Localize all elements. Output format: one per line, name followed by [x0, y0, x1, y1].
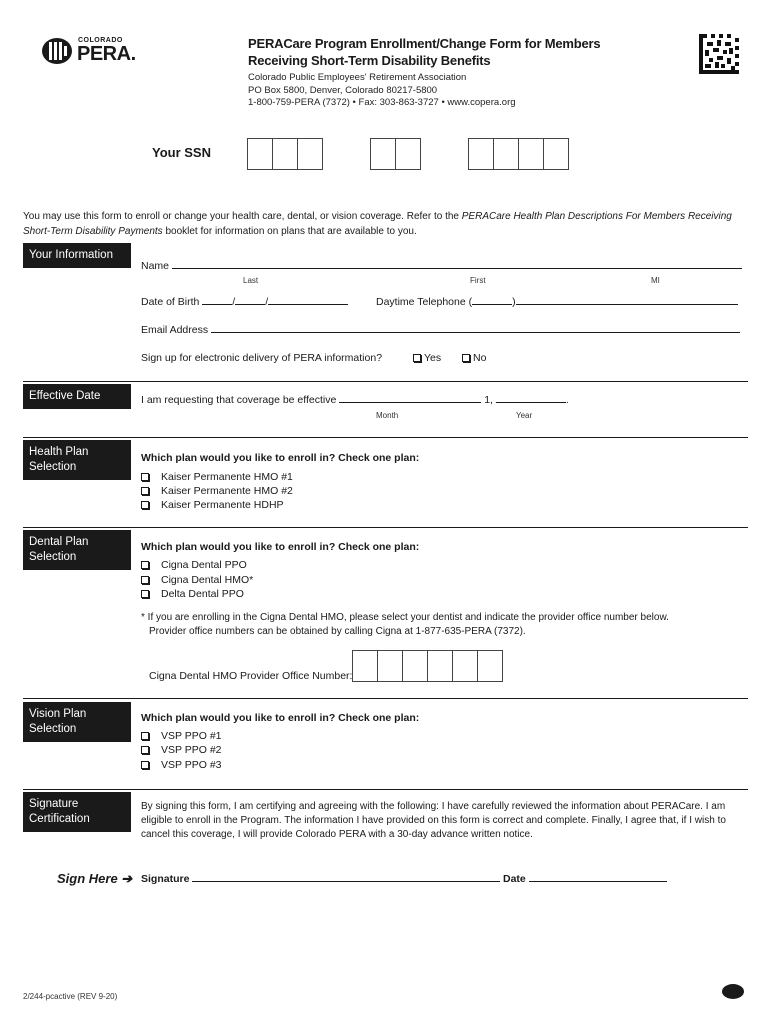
date-field[interactable] — [503, 872, 667, 886]
intro-booklet-title: PERACare Health Plan Descriptions For Members Receiving Short-Term Disability Payments — [23, 211, 732, 237]
health-option-1-label: Kaiser Permanente HMO #1 — [161, 471, 293, 483]
health-option-3-checkbox[interactable] — [141, 501, 149, 509]
page-marker-dot — [722, 984, 744, 999]
org-address: PO Box 5800, Denver, Colorado 80217-5800 — [248, 84, 438, 96]
cigna-hmo-note — [141, 611, 741, 639]
cigna-note-line2: Provider office numbers can be obtained by calling Cigna at 1-877-635-PERA (7372). — [149, 626, 526, 637]
effective-date-period: . — [565, 394, 569, 406]
ssn-part1-boxes[interactable] — [248, 138, 323, 170]
section-divider — [23, 437, 748, 438]
vision-option-1-checkbox[interactable] — [141, 732, 149, 740]
health-option-2[interactable] — [141, 484, 293, 498]
yes-checkbox[interactable] — [413, 354, 421, 362]
section-tag-signature: Signature Certification — [23, 792, 131, 832]
daytime-telephone-field[interactable] — [376, 295, 738, 309]
name-mi-caption: MI — [651, 276, 660, 285]
vision-option-3[interactable] — [141, 758, 222, 772]
effective-date-day: 1, — [484, 394, 493, 406]
name-last-caption: Last — [243, 276, 259, 285]
vision-option-2[interactable] — [141, 743, 222, 757]
provider-office-number-boxes[interactable] — [353, 650, 503, 682]
cigna-note-line1: * If you are enrolling in the Cigna Dental HMO, please select your dentist and indicate the provider office number below. — [141, 612, 669, 623]
section-tag-vision-plan: Vision Plan Selection — [23, 702, 131, 742]
phone-paren-open: ( — [468, 296, 473, 308]
dental-option-3-checkbox[interactable] — [141, 590, 149, 598]
form-title — [248, 35, 600, 69]
signature-label: Signature — [141, 873, 190, 885]
section-tag-health-plan: Health Plan Selection — [23, 440, 131, 480]
organization-info — [248, 72, 516, 110]
no-label: No — [473, 352, 487, 364]
no-checkbox[interactable] — [462, 354, 470, 362]
health-option-2-checkbox[interactable] — [141, 487, 149, 495]
section-divider — [23, 381, 748, 382]
signature-field[interactable] — [141, 872, 500, 886]
health-option-2-label: Kaiser Permanente HMO #2 — [161, 485, 293, 497]
form-title-line1: PERACare Program Enrollment/Change Form for Members — [248, 36, 601, 51]
health-option-3-label: Kaiser Permanente HDHP — [161, 499, 284, 511]
dental-option-3-label: Delta Dental PPO — [161, 588, 244, 600]
name-field[interactable] — [141, 259, 742, 273]
sign-here-label: Sign Here ➔ — [57, 871, 133, 886]
date-label: Date — [503, 873, 526, 885]
form-revision-code: 2/244-pcactive (REV 9-20) — [23, 992, 118, 1001]
electronic-delivery-question: Sign up for electronic delivery of PERA information? — [141, 352, 383, 364]
ssn-part3-boxes[interactable] — [469, 138, 569, 170]
dental-option-1[interactable] — [141, 558, 247, 572]
year-caption: Year — [516, 411, 533, 420]
dob-separator-2: / — [265, 296, 269, 308]
intro-paragraph — [23, 209, 751, 239]
pera-logo-icon — [42, 38, 72, 64]
health-plan-question: Which plan would you like to enroll in? Check one plan: — [141, 452, 420, 464]
section-tag-effective-date: Effective Date — [23, 384, 131, 409]
name-first-caption: First — [470, 276, 486, 285]
form-title-line2: Receiving Short-Term Disability Benefits — [248, 53, 491, 68]
health-option-3[interactable] — [141, 498, 284, 512]
name-label: Name — [141, 260, 170, 272]
vision-option-1-label: VSP PPO #1 — [161, 730, 222, 742]
logo-small-text: COLORADO — [78, 37, 123, 44]
vision-option-3-label: VSP PPO #3 — [161, 759, 222, 771]
health-option-1-checkbox[interactable] — [141, 473, 149, 481]
dental-option-2-label: Cigna Dental HMO* — [161, 574, 254, 586]
colorado-pera-logo — [42, 36, 142, 66]
dental-option-3[interactable] — [141, 587, 244, 601]
effective-date-text: I am requesting that coverage be effective — [141, 394, 337, 406]
phone-label: Daytime Telephone — [376, 296, 466, 308]
org-contact: 1-800-759-PERA (7372) • Fax: 303-863-3727 • www.copera.org — [248, 97, 516, 108]
effective-date-field[interactable] — [141, 393, 569, 407]
vision-option-2-checkbox[interactable] — [141, 746, 149, 754]
vision-plan-question: Which plan would you like to enroll in? Check one plan: — [141, 712, 420, 724]
ssn-part2-boxes[interactable] — [371, 138, 421, 170]
edelivery-yes-option[interactable] — [413, 351, 441, 365]
section-divider — [23, 527, 748, 528]
phone-paren-close: ) — [512, 296, 516, 308]
dental-option-1-label: Cigna Dental PPO — [161, 559, 247, 571]
section-divider — [23, 789, 748, 790]
dob-separator-1: / — [232, 296, 236, 308]
date-of-birth-field[interactable] — [141, 295, 348, 309]
vision-option-3-checkbox[interactable] — [141, 761, 149, 769]
health-option-1[interactable] — [141, 470, 293, 484]
intro-text-1: You may use this form to enroll or change your health care, dental, or vision coverage. Refer to the — [23, 211, 462, 222]
month-caption: Month — [376, 411, 399, 420]
vision-option-2-label: VSP PPO #2 — [161, 744, 222, 756]
intro-text-2: booklet for information on plans that are available to you. — [162, 226, 417, 237]
dental-option-2[interactable] — [141, 573, 253, 587]
email-label: Email Address — [141, 324, 209, 336]
email-address-field[interactable] — [141, 323, 740, 337]
section-divider — [23, 698, 748, 699]
org-name: Colorado Public Employees' Retirement Association — [248, 72, 467, 83]
dental-plan-question: Which plan would you like to enroll in? Check one plan: — [141, 541, 420, 553]
dental-option-1-checkbox[interactable] — [141, 561, 149, 569]
vision-option-1[interactable] — [141, 729, 222, 743]
certification-paragraph: By signing this form, I am certifying and agreeing with the following: I have carefully reviewed the information about PERACare. I am eligible to enroll in the Program. The information I have provided on this form is correct and complete. Finally, I agree that, if I wish to cancel this coverage, I will provide Colorado PERA with a 30-day advance written notice. — [141, 801, 726, 840]
section-tag-dental-plan: Dental Plan Selection — [23, 530, 131, 570]
ssn-label: Your SSN — [152, 145, 211, 160]
section-tag-your-information: Your Information — [23, 243, 131, 268]
yes-label: Yes — [424, 352, 442, 364]
edelivery-no-option[interactable] — [462, 351, 486, 365]
dob-label: Date of Birth — [141, 296, 200, 308]
data-matrix-barcode — [699, 34, 739, 74]
provider-office-label: Cigna Dental HMO Provider Office Number: — [149, 670, 353, 682]
dental-option-2-checkbox[interactable] — [141, 576, 149, 584]
logo-big-text: PERA. — [77, 43, 136, 65]
